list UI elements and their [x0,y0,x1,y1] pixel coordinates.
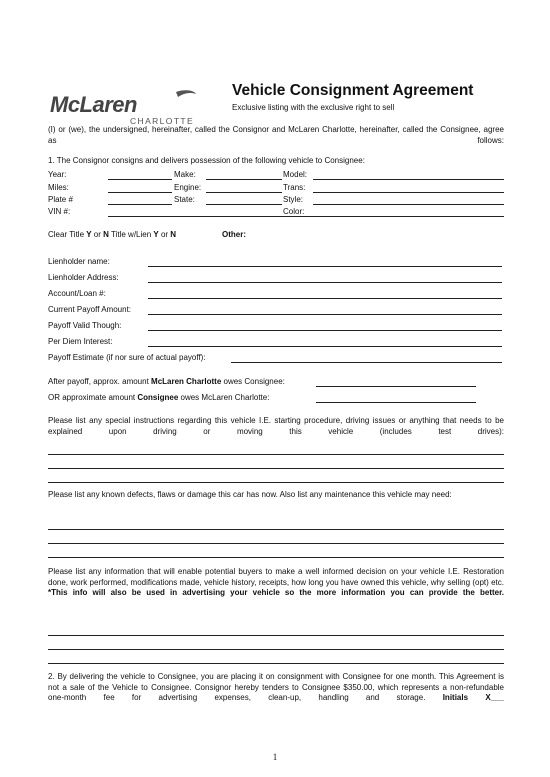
after-payoff-text: After payoff, approx. amount [48,377,152,386]
other-label: Other: [222,230,246,239]
buyer-info-line-2[interactable] [48,649,504,650]
initials-field[interactable]: Initials X___ [442,693,504,703]
account-field[interactable] [148,298,502,299]
after-payoff-line [48,377,285,387]
color-label: Color: [283,207,305,216]
buyer-info-text: Please list any information that will enable potential buyers to make a well informed decision on your vehicle I.E. Restoration done, work performed, modifications made, vehicle history, receipts, how long you have owned this vehicle, why selling (opt) etc. [48,567,504,587]
payoff-amount-field[interactable] [148,314,502,315]
lien-title-yes[interactable]: Y [153,230,159,239]
style-field[interactable] [313,204,504,205]
per-diem-field[interactable] [148,346,502,347]
clear-title-yes[interactable]: Y [86,230,92,239]
owes-consignee-text: owes Consignee: [221,377,285,386]
special-instructions-paragraph: Please list any special instructions regarding this vehicle I.E. starting procedure, driving issues or anything that needs to be explained upon driving or moving this vehicle (includes test drives): [48,416,504,436]
or-approx-text: OR approximate amount [48,393,138,402]
clear-title-label: Clear Title [48,230,87,239]
page-number: 1 [272,752,278,762]
section1-heading: 1. The Consignor consigns and delivers possession of the following vehicle to Consignee: [48,156,365,165]
logo-wordmark: McLaren [50,92,137,117]
consignee-bold: Consignee [137,393,179,402]
section2-text: 2. By delivering the vehicle to Consignee, you are placing it on consignment with Consignee for one month. This Agreement is not a sale of the Vehicle to Consignee. Consignor hereby tenders to Consignee $350.00, which represents a non-refundable one-month fee for advertising expenses, clean-up, handling and storage. [48,672,504,703]
special-instructions-line-3[interactable] [48,482,504,483]
special-instructions-line-1[interactable] [48,454,504,455]
defects-line-1[interactable] [48,529,504,530]
year-field[interactable] [108,179,172,180]
engine-label: Engine: [174,183,202,192]
mclaren-charlotte-bold: McLaren Charlotte [151,377,222,386]
defects-line-3[interactable] [48,557,504,558]
style-label: Style: [283,195,304,204]
payoff-estimate-label: Payoff Estimate (if nor sure of actual payoff): [48,353,206,362]
defects-paragraph: Please list any known defects, flaws or damage this car has now. Also list any maintenance this vehicle may need: [48,490,452,499]
intro-paragraph: (I) or (we), the undersigned, hereinafter, called the Consignor and McLaren Charlotte, hereinafter, called the Consignee, agree as follows: [48,125,504,145]
lien-title-label: Title w/Lien [108,230,154,239]
buyer-info-paragraph [48,567,504,609]
miles-label: Miles: [48,183,69,192]
special-instructions-line-2[interactable] [48,468,504,469]
clear-title-no[interactable]: N [103,230,109,239]
buyer-info-line-3[interactable] [48,663,504,664]
consignee-owes-field[interactable] [316,402,476,403]
make-field[interactable] [206,179,282,180]
defects-line-2[interactable] [48,543,504,544]
payoff-valid-field[interactable] [148,330,502,331]
year-label: Year: [48,170,67,179]
mclaren-swoosh-icon [48,88,198,128]
make-label: Make: [174,170,196,179]
account-label: Account/Loan #: [48,289,106,298]
engine-field[interactable] [206,192,282,193]
or-text: or [158,230,171,239]
payoff-estimate-field[interactable] [231,362,502,363]
per-diem-label: Per Diem Interest: [48,337,113,346]
or-text: or [91,230,104,239]
plate-label: Plate # [48,195,73,204]
trans-label: Trans: [283,183,306,192]
mclaren-logo [48,88,198,128]
buyer-info-line-1[interactable] [48,635,504,636]
state-field[interactable] [206,204,282,205]
page-subtitle: Exclusive listing with the exclusive right to sell [232,103,395,112]
payoff-amount-label: Current Payoff Amount: [48,305,132,314]
miles-field[interactable] [108,192,172,193]
plate-field[interactable] [108,204,172,205]
section2-paragraph [48,672,504,714]
vin-label: VIN #: [48,207,71,216]
trans-field[interactable] [313,192,504,193]
state-label: State: [174,195,195,204]
payoff-valid-label: Payoff Valid Though: [48,321,122,330]
title-status-row [48,230,176,240]
lien-title-no[interactable]: N [170,230,177,239]
or-approx-line [48,393,269,403]
model-label: Model: [283,170,308,179]
buyer-info-bold: *This info will also be used in advertising your vehicle so the more information you can provide the better. [48,588,504,598]
mclaren-owes-field[interactable] [316,386,476,387]
model-field[interactable] [313,179,504,180]
lienholder-address-field[interactable] [148,282,502,283]
lienholder-address-label: Lienholder Address: [48,273,119,282]
logo-subtext: CHARLOTTE [130,116,195,126]
lienholder-name-field[interactable] [148,266,502,267]
owes-mclaren-text: owes McLaren Charlotte: [178,393,270,402]
page-title: Vehicle Consignment Agreement [232,82,474,99]
vin-field[interactable] [108,216,504,217]
lienholder-name-label: Lienholder name: [48,257,110,266]
